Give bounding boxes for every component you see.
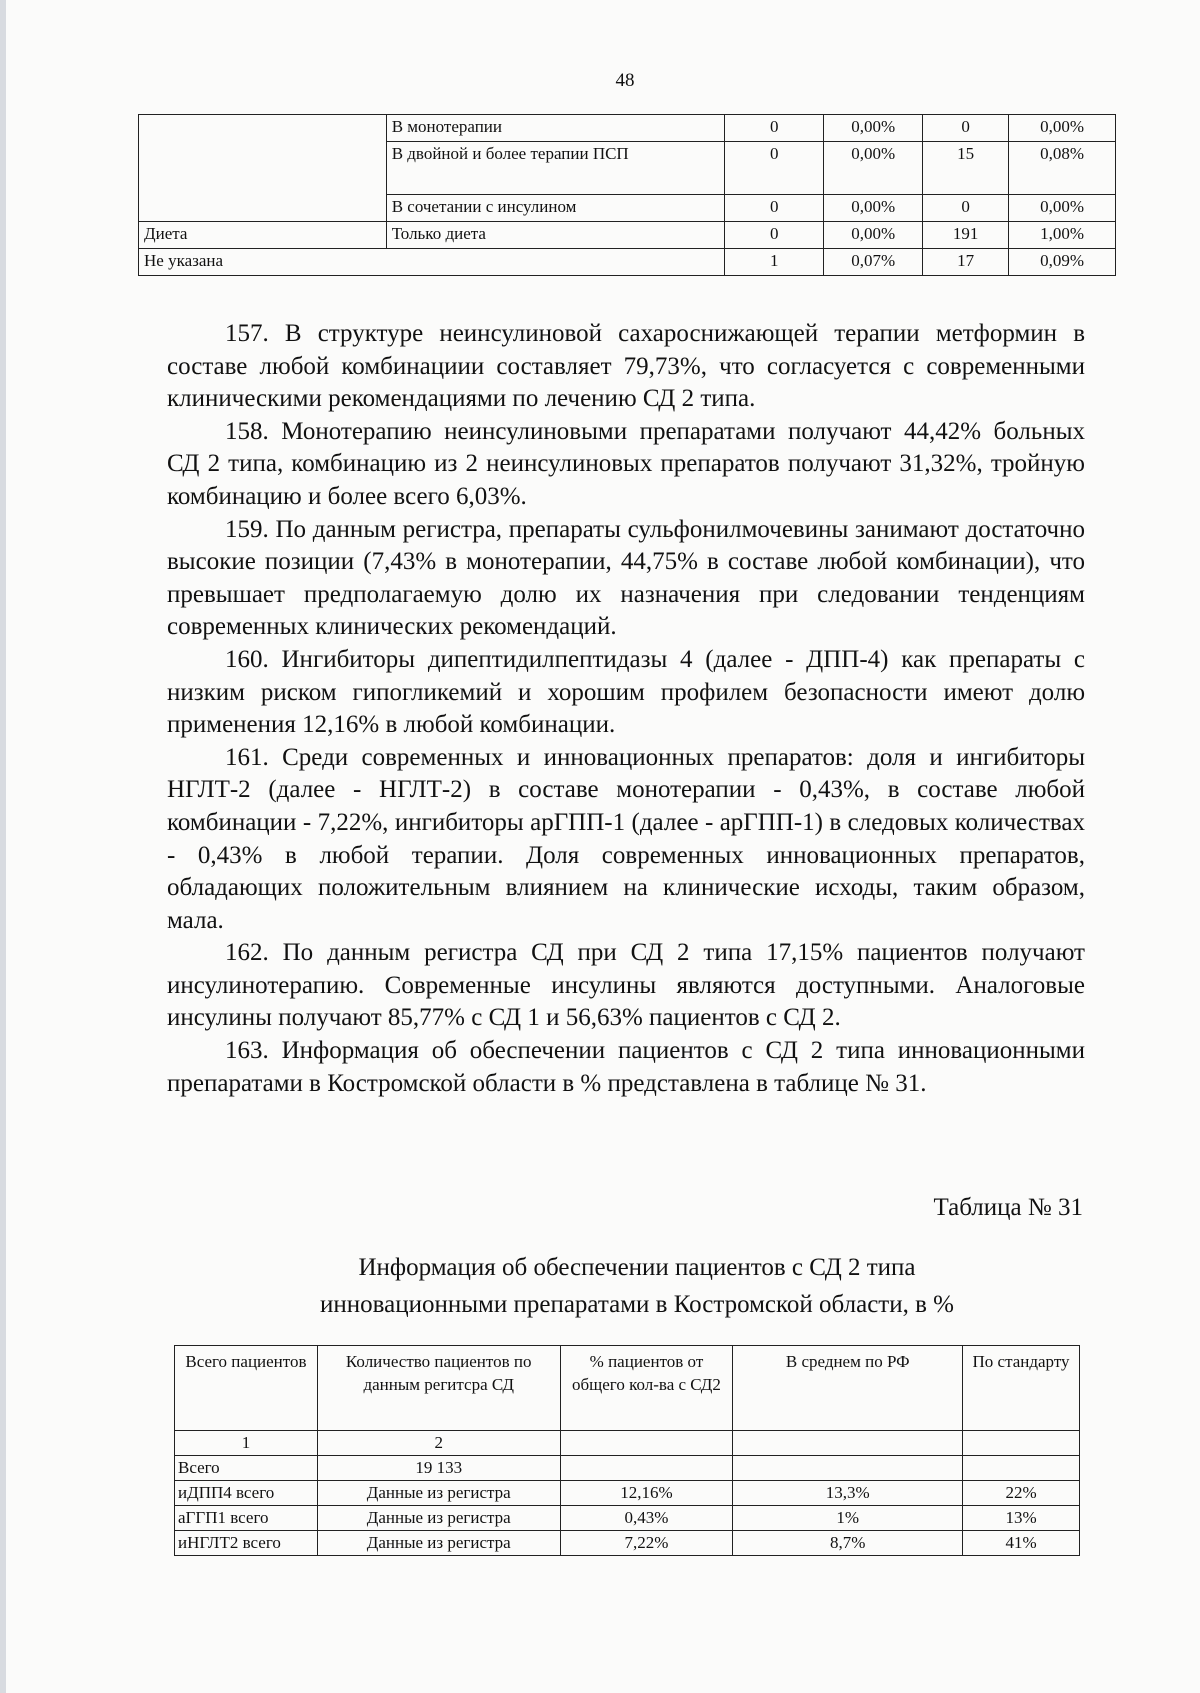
table-cell: иНГЛТ2 всего xyxy=(175,1531,318,1556)
table-label: Таблица № 31 xyxy=(933,1194,1083,1221)
table-cell: В монотерапии xyxy=(386,115,725,142)
therapy-table-continued xyxy=(138,114,1116,276)
paragraph-160: 160. Ингибиторы дипептидилпептидазы 4 (далее - ДПП-4) как препараты с низким риском гипогликемий и хорошим профилем безопасности имеют долю применения 12,16% в любой комбинации. xyxy=(167,645,1085,739)
table-cell: 0,07% xyxy=(824,249,923,276)
table-cell: 0,09% xyxy=(1009,249,1116,276)
table-row xyxy=(175,1481,1080,1506)
table-cell: 0,00% xyxy=(1009,115,1116,142)
table-cell: 0,43% xyxy=(560,1506,733,1531)
table-cell xyxy=(963,1431,1080,1456)
column-header: Всего пациентов xyxy=(175,1346,318,1431)
table-title xyxy=(227,1249,1047,1323)
table-cell: 0 xyxy=(923,115,1009,142)
column-header: Количество пациентов по данным регитсра СД xyxy=(317,1346,560,1431)
paragraph-161: 161. Среди современных и инновационных препаратов: доля и ингибиторы НГЛТ-2 (далее - НГЛТ-2) в составе монотерапии - 0,43%, в составе любой комбинации - 7,22%, ингибиторы арГПП-1 (далее - арГПП-1) в следовых количествах - 0,43% в любой терапии. Доля современных инновационных препаратов, обладающих положительным влиянием на клинические исходы, таким образом, мала. xyxy=(167,743,1085,934)
table-cell xyxy=(963,1456,1080,1481)
table-cell: 22% xyxy=(963,1481,1080,1506)
table-row xyxy=(139,249,1116,276)
paragraph-159: 159. По данным регистра, препараты сульфонилмочевины занимают достаточно высокие позиции (7,43% в монотерапии, 44,75% в составе любой комбинации), что превышает предполагаемую долю их назначения при следовании тенденциям современных клинических рекомендаций. xyxy=(167,515,1085,641)
table-row xyxy=(139,222,1116,249)
table-cell: аГГП1 всего xyxy=(175,1506,318,1531)
table-cell: 1 xyxy=(725,249,824,276)
table-cell: 17 xyxy=(923,249,1009,276)
table-row xyxy=(139,115,1116,142)
table-31 xyxy=(174,1345,1080,1556)
table-cell: 0,00% xyxy=(824,115,923,142)
scan-edge xyxy=(0,0,6,1693)
table-cell: 19 133 xyxy=(317,1456,560,1481)
table-cell: Только диета xyxy=(386,222,725,249)
table-cell: 13,3% xyxy=(733,1481,963,1506)
table-cell: 2 xyxy=(317,1431,560,1456)
table-cell: 0 xyxy=(725,142,824,195)
table-cell xyxy=(560,1456,733,1481)
table-cell: иДПП4 всего xyxy=(175,1481,318,1506)
table-cell: Данные из регистра xyxy=(317,1481,560,1506)
table-cell: Данные из регистра xyxy=(317,1506,560,1531)
table-cell: 0 xyxy=(923,195,1009,222)
table-cell: 15 xyxy=(923,142,1009,195)
table-cell xyxy=(733,1431,963,1456)
table-cell: 0,00% xyxy=(824,195,923,222)
table-header-row xyxy=(175,1346,1080,1431)
paragraph-163: 163. Информация об обеспечении пациентов с СД 2 типа инновационными препаратами в Костромской области в % представлена в таблице № 31. xyxy=(167,1037,1085,1097)
table-cell: 13% xyxy=(963,1506,1080,1531)
table-cell: 0 xyxy=(725,222,824,249)
table-cell: 41% xyxy=(963,1531,1080,1556)
table-cell: Диета xyxy=(139,222,387,249)
table-cell: 191 xyxy=(923,222,1009,249)
table-row xyxy=(175,1456,1080,1481)
table-cell xyxy=(733,1456,963,1481)
table-cell: Всего xyxy=(175,1456,318,1481)
paragraph-158: 158. Монотерапию неинсулиновыми препаратами получают 44,42% больных СД 2 типа, комбинацию из 2 неинсулиновых препаратов получают 31,32%, тройную комбинацию и более всего 6,03%. xyxy=(167,417,1085,510)
table-cell: 0,00% xyxy=(824,142,923,195)
table-cell: 0,00% xyxy=(824,222,923,249)
column-header: По стандарту xyxy=(963,1346,1080,1431)
table-cell: 0 xyxy=(725,115,824,142)
paragraph-162: 162. По данным регистра СД при СД 2 типа 17,15% пациентов получают инсулинотерапию. Современные инсулины являются доступными. Аналоговые инсулины получают 85,77% с СД 1 и 56,63% пациентов с СД 2. xyxy=(167,939,1085,1032)
table-cell: 8,7% xyxy=(733,1531,963,1556)
table-row xyxy=(175,1531,1080,1556)
table-cell: 12,16% xyxy=(560,1481,733,1506)
table-cell: В двойной и более терапии ПСП xyxy=(386,142,725,195)
table-cell: Данные из регистра xyxy=(317,1531,560,1556)
table-row xyxy=(175,1506,1080,1531)
table-cell: 1,00% xyxy=(1009,222,1116,249)
table-title-line: инновационными препаратами в Костромской области, в % xyxy=(320,1291,954,1318)
page-number: 48 xyxy=(615,70,635,91)
column-header: % пациентов от общего кол-ва с СД2 xyxy=(560,1346,733,1431)
table-cell xyxy=(139,115,387,222)
table-title-line: Информация об обеспечении пациентов с СД 2 типа xyxy=(358,1254,916,1281)
table-cell: 1 xyxy=(175,1431,318,1456)
column-header: В среднем по РФ xyxy=(733,1346,963,1431)
table-cell xyxy=(560,1431,733,1456)
table-cell: 0,08% xyxy=(1009,142,1116,195)
table-cell: 7,22% xyxy=(560,1531,733,1556)
column-numbering-row xyxy=(175,1431,1080,1456)
table-cell: В сочетании с инсулином xyxy=(386,195,725,222)
table-cell: 0,00% xyxy=(1009,195,1116,222)
table-cell: 0 xyxy=(725,195,824,222)
table-cell: 1% xyxy=(733,1506,963,1531)
paragraph-157: 157. В структуре неинсулиновой сахароснижающей терапии метформин в составе любой комбинациии составляет 79,73%, что согласуется с современными клиническими рекомендациями по лечению СД 2 типа. xyxy=(167,320,1085,413)
table-cell: Не указана xyxy=(139,249,725,276)
body-text xyxy=(167,318,1085,1100)
